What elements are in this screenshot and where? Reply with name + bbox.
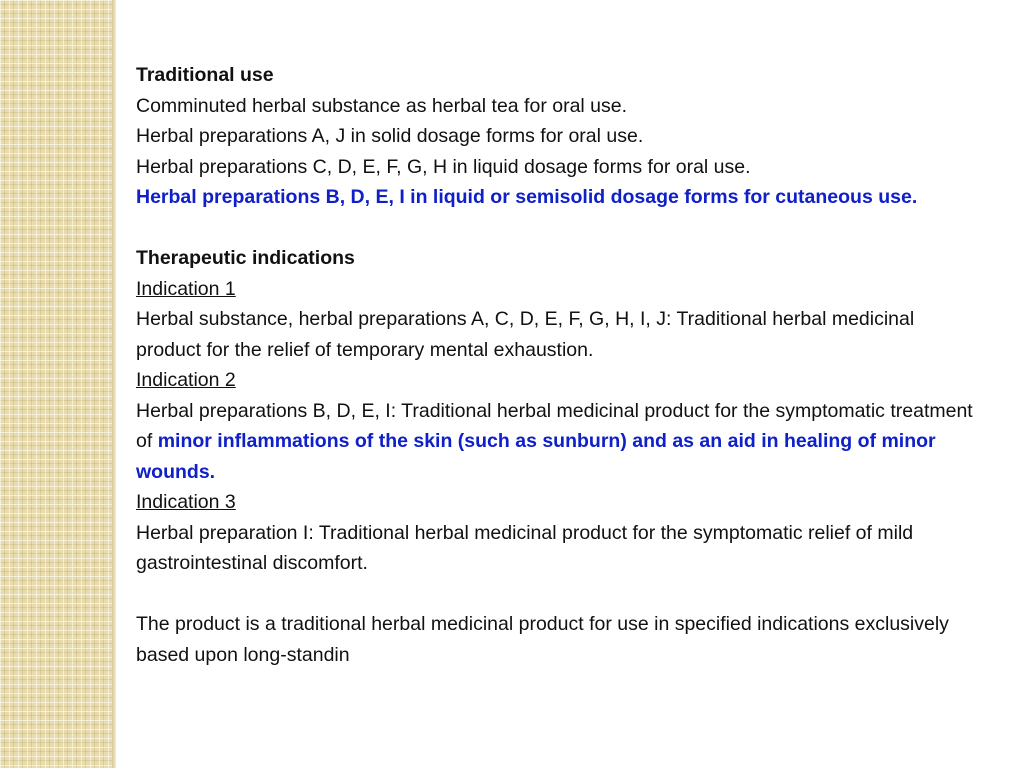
indication-3-title: Indication 3: [136, 491, 236, 513]
traditional-use-heading: Traditional use: [136, 64, 274, 86]
indication-2-title: Indication 2: [136, 369, 236, 391]
decorative-sidebar-pattern: [0, 0, 112, 768]
traditional-use-cutaneous-highlight: Herbal preparations B, D, E, I in liquid or semisolid dosage forms for cutaneous use.: [136, 186, 918, 208]
closing-paragraph: The product is a traditional herbal medicinal product for use in specified indications exclusively based upon long-standin: [136, 613, 949, 666]
sidebar-edge: [112, 0, 116, 768]
indication-2-text-highlight: minor inflammations of the skin (such as sunburn) and as an aid in healing of minor wounds.: [136, 430, 936, 483]
indication-1-text: Herbal substance, herbal preparations A, C, D, E, F, G, H, I, J: Traditional herbal medicinal product for the relief of temporary mental exhaustion.: [136, 308, 915, 361]
traditional-use-line-2: Herbal preparations A, J in solid dosage forms for oral use.: [136, 125, 644, 147]
indication-3-text: Herbal preparation I: Traditional herbal medicinal product for the symptomatic relief of mild gastrointestinal discomfort.: [136, 521, 914, 574]
traditional-use-line-3: Herbal preparations C, D, E, F, G, H in liquid dosage forms for oral use.: [136, 155, 751, 178]
spacer: [136, 213, 984, 244]
indication-1-title: Indication 1: [136, 277, 236, 300]
slide-body: [136, 60, 984, 670]
indication-2-text-plain: Herbal preparations B, D, E, I: Traditional herbal medicinal product for the symptomatic treatment of: [136, 399, 973, 452]
indication-2-text: [136, 396, 984, 488]
spacer: [136, 579, 984, 610]
therapeutic-indications-heading: Therapeutic indications: [136, 247, 355, 269]
traditional-use-line-1: Comminuted herbal substance as herbal tea for oral use.: [136, 94, 628, 117]
